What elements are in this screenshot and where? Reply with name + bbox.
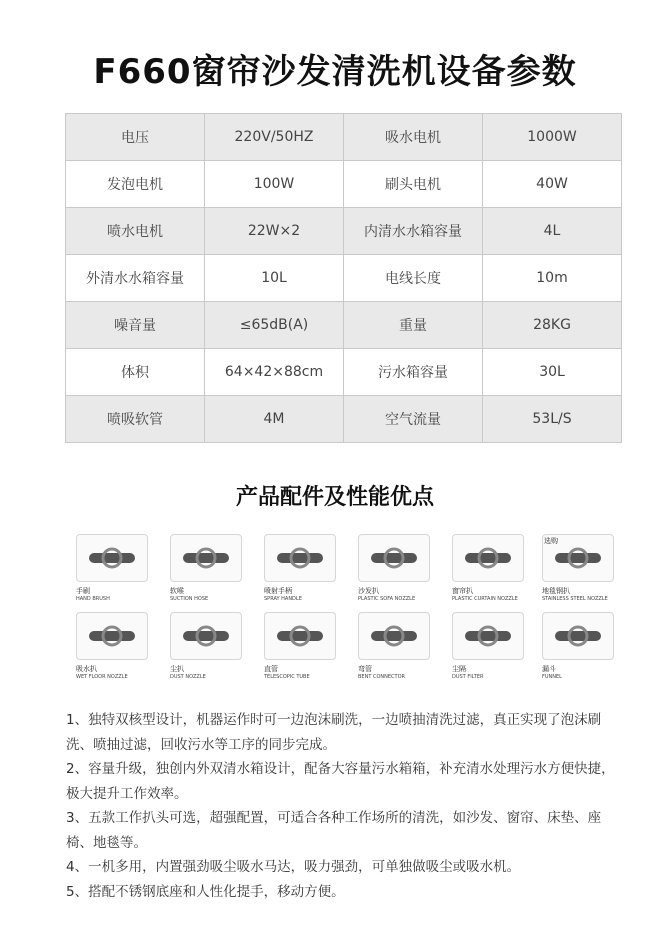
spec-row xyxy=(66,208,622,255)
optional-tag: 选购 xyxy=(544,537,558,545)
accessory-name: 尘隔 xyxy=(452,665,466,673)
spec-value: 4M xyxy=(205,396,344,443)
accessory-photo xyxy=(170,534,242,582)
accessory-name: 尘扒 xyxy=(170,665,184,673)
spec-label: 喷水电机 xyxy=(66,208,205,255)
spec-value: 1000W xyxy=(483,114,622,161)
accessory-item xyxy=(262,610,352,690)
spec-label: 喷吸软管 xyxy=(66,396,205,443)
spec-row xyxy=(66,349,622,396)
section-title: 产品配件及性能优点 xyxy=(235,485,434,510)
accessory-name: 喷射手柄 xyxy=(264,587,292,595)
accessories-panel xyxy=(66,528,622,692)
accessory-name: 弯管 xyxy=(358,665,372,673)
spec-row xyxy=(66,396,622,443)
accessory-name-en: WET FLOOR NOZZLE xyxy=(76,674,128,680)
accessory-item xyxy=(74,532,164,612)
accessory-name: 手刷 xyxy=(76,587,90,595)
accessory-name: 窗帘扒 xyxy=(452,587,473,595)
accessory-item xyxy=(450,610,540,690)
accessory-item xyxy=(450,532,540,612)
accessory-item xyxy=(168,532,258,612)
accessory-name-en: STAINLESS STEEL NOZZLE xyxy=(542,596,608,602)
accessory-name-en: SUCTION HOSE xyxy=(170,596,209,602)
feature-list xyxy=(66,708,626,904)
accessory-name-en: PLASTIC CURTAIN NOZZLE xyxy=(452,596,518,602)
accessory-photo xyxy=(358,612,430,660)
accessory-item xyxy=(168,610,258,690)
spec-table xyxy=(65,113,622,443)
accessory-name: 直管 xyxy=(264,665,278,673)
accessory-name-en: DUST FILTER xyxy=(452,674,484,680)
accessory-photo xyxy=(264,534,336,582)
accessory-name-en: BENT CONNECTOR xyxy=(358,674,405,680)
accessory-name-en: FUNNEL xyxy=(542,674,562,680)
accessory-name-en: PLASTIC SOFA NOZZLE xyxy=(358,596,416,602)
feature-item: 2、容量升级，独创内外双清水箱设计，配备大容量污水箱箱，补充清水处理污水方便快捷，极大提升工作效率。 xyxy=(66,761,615,802)
accessory-name-en: DUST NOZZLE xyxy=(170,674,206,680)
spec-value: 10m xyxy=(483,255,622,302)
spec-label: 体积 xyxy=(66,349,205,396)
accessory-name-en: SPRAY HANDLE xyxy=(264,596,302,602)
spec-value: 53L/S xyxy=(483,396,622,443)
spec-label: 电线长度 xyxy=(344,255,483,302)
spec-value: 64×42×88cm xyxy=(205,349,344,396)
spec-label: 噪音量 xyxy=(66,302,205,349)
spec-label: 电压 xyxy=(66,114,205,161)
accessory-photo xyxy=(76,612,148,660)
spec-label: 内清水水箱容量 xyxy=(344,208,483,255)
accessory-name-en: HAND BRUSH xyxy=(76,596,110,602)
spec-value: 4L xyxy=(483,208,622,255)
accessory-item xyxy=(540,610,630,690)
accessory-name: 漏斗 xyxy=(542,665,556,673)
feature-item: 4、一机多用，内置强劲吸尘吸水马达，吸力强劲，可单独做吸尘或吸水机。 xyxy=(66,859,521,875)
accessory-photo xyxy=(452,612,524,660)
spec-label: 污水箱容量 xyxy=(344,349,483,396)
accessory-item xyxy=(356,610,446,690)
accessory-photo xyxy=(542,612,614,660)
accessory-photo xyxy=(358,534,430,582)
spec-label: 空气流量 xyxy=(344,396,483,443)
accessory-name: 软喉 xyxy=(170,587,184,595)
spec-value: 10L xyxy=(205,255,344,302)
spec-value: 220V/50HZ xyxy=(205,114,344,161)
feature-item: 1、独特双核型设计，机器运作时可一边泡沫刷洗，一边喷抽清洗过滤，真正实现了泡沫刷洗、喷抽过滤，回收污水等工序的同步完成。 xyxy=(66,712,602,753)
accessory-item xyxy=(262,532,352,612)
accessory-name: 沙发扒 xyxy=(358,587,379,595)
spec-label: 外清水水箱容量 xyxy=(66,255,205,302)
spec-row xyxy=(66,302,622,349)
spec-value: 40W xyxy=(483,161,622,208)
spec-label: 重量 xyxy=(344,302,483,349)
accessory-photo xyxy=(452,534,524,582)
spec-value: 100W xyxy=(205,161,344,208)
feature-item: 5、搭配不锈钢底座和人性化提手，移动方便。 xyxy=(66,883,345,900)
accessory-name: 吸水扒 xyxy=(76,665,97,673)
spec-value: 28KG xyxy=(483,302,622,349)
spec-label: 吸水电机 xyxy=(344,114,483,161)
spec-row xyxy=(66,161,622,208)
spec-value: 30L xyxy=(483,349,622,396)
accessory-photo xyxy=(76,534,148,582)
accessory-item xyxy=(356,532,446,612)
spec-row xyxy=(66,255,622,302)
accessory-name-en: TELESCOPIC TUBE xyxy=(264,674,310,680)
spec-value: ≤65dB(A) xyxy=(205,302,344,349)
spec-row xyxy=(66,114,622,161)
spec-value: 22W×2 xyxy=(205,208,344,255)
accessory-photo xyxy=(170,612,242,660)
spec-label: 发泡电机 xyxy=(66,161,205,208)
accessory-name: 地毯钢扒 xyxy=(542,587,570,595)
accessory-photo xyxy=(264,612,336,660)
accessory-item xyxy=(74,610,164,690)
spec-label: 刷头电机 xyxy=(344,161,483,208)
feature-item: 3、五款工作扒头可选，超强配置，可适合各种工作场所的清洗，如沙发、窗帘、床垫、座椅、地毯等。 xyxy=(66,810,602,851)
page-title: F660窗帘沙发清洗机设备参数 xyxy=(93,52,577,92)
accessory-item xyxy=(540,532,630,612)
